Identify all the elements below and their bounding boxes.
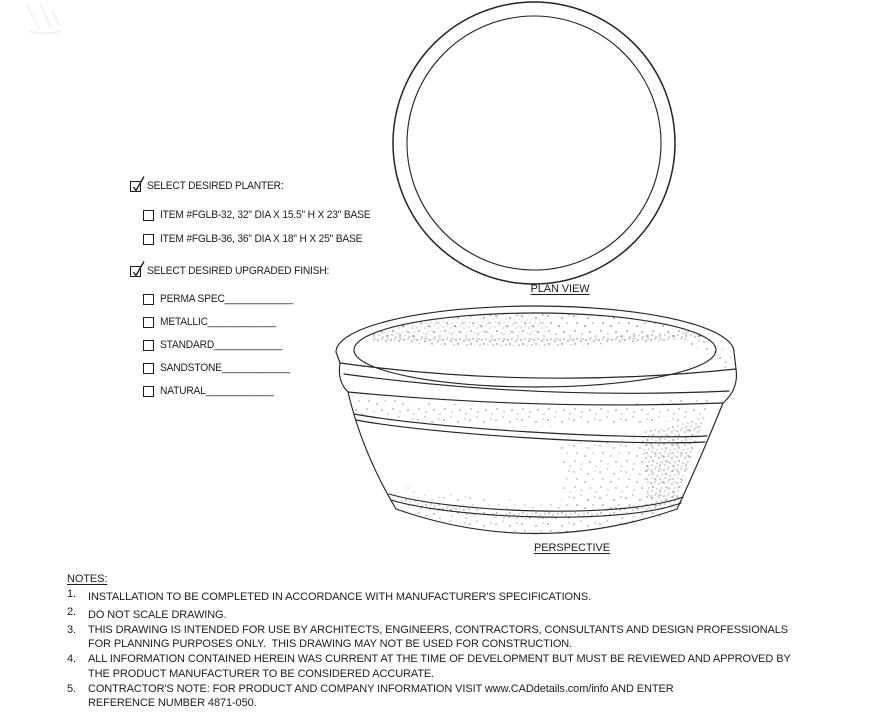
finish-sandstone-checkbox[interactable] [143,363,154,374]
finish-option-label: PERMA SPEC_____________ [160,293,293,305]
perspective-drawing [336,306,736,534]
plan-view-caption: PLAN VIEW [530,283,590,295]
planter-prompt-row [130,179,294,193]
finish-option-row [143,315,284,329]
item-fglb-32-checkbox[interactable] [143,210,154,221]
check-icon [131,259,148,279]
finish-prompt-checkbox[interactable] [130,266,141,277]
finish-option-row [143,338,291,352]
note-text: REFERENCE NUMBER 4871-050. [88,697,257,710]
fill-in-blank: _____________ [207,316,276,328]
item-fglb-32-label: ITEM #FGLB-32, 32" DIA X 15.5" H X 23" BASE [160,209,371,221]
finish-perma-spec-checkbox[interactable] [143,294,154,305]
note-text: THE PRODUCT MANUFACTURER TO BE CONSIDERED ACCURATE. [88,667,435,680]
note-item [67,623,847,652]
note-number: 4. [67,653,76,666]
finish-natural-checkbox[interactable] [143,386,154,397]
notes-section [67,572,847,711]
finish-standard-checkbox[interactable] [143,340,154,351]
note-item [67,587,847,605]
note-number: 2. [67,605,76,618]
note-text: THIS DRAWING IS INTENDED FOR USE BY ARCHITECTS, ENGINEERS, CONTRACTORS, CONSULTANTS AND DESIGN PROFESSIONALS [88,623,789,636]
note-text: ALL INFORMATION CONTAINED HEREIN WAS CURRENT AT THE TIME OF DEVELOPMENT BUT MUST BE REVIEWED AND APPROVED BY [88,653,791,666]
check-icon [131,174,148,194]
note-number: 1. [67,587,76,600]
note-text: DO NOT SCALE DRAWING. [88,608,227,621]
note-text: FOR PLANNING PURPOSES ONLY. THIS DRAWING MAY NOT BE USED FOR CONSTRUCTION. [88,638,573,651]
finish-option-label: NATURAL_____________ [160,385,274,397]
fill-in-blank: _____________ [214,339,282,351]
note-number: 3. [67,623,76,636]
finish-option-label: STANDARD_____________ [160,339,282,351]
finish-prompt-row [130,264,343,278]
finish-option-row [143,361,300,375]
item-fglb-36-checkbox[interactable] [143,234,154,245]
planter-item-row [143,208,386,222]
planter-prompt-label: SELECT DESIRED PLANTER: [147,180,284,192]
note-number: 5. [67,682,76,695]
fill-in-blank: _____________ [221,362,290,374]
perspective-caption: PERSPECTIVE [534,542,610,554]
note-text: INSTALLATION TO BE COMPLETED IN ACCORDANCE WITH MANUFACTURER'S SPECIFICATIONS. [88,590,592,603]
note-item [67,605,847,623]
note-text: CONTRACTOR'S NOTE: FOR PRODUCT AND COMPANY INFORMATION VISIT www.CADdetails.com/info AND ENTER [88,682,674,695]
item-fglb-36-label: ITEM #FGLB-36, 36" DIA X 18" H X 25" BASE [160,233,363,245]
finish-option-row [143,292,303,306]
fill-in-blank: _____________ [205,385,274,397]
planter-item-row [143,232,378,246]
notes-heading: NOTES: [67,573,108,585]
note-item [67,652,847,681]
finish-option-label: SANDSTONE_____________ [160,362,290,374]
finish-prompt-label: SELECT DESIRED UPGRADED FINISH: [147,265,330,277]
plan-view-drawing [393,2,675,284]
fill-in-blank: _____________ [224,293,293,305]
planter-prompt-checkbox[interactable] [130,181,141,192]
finish-option-label: METALLIC_____________ [160,316,276,328]
corner-artifact-icon [28,4,61,33]
finish-metallic-checkbox[interactable] [143,317,154,328]
finish-option-row [143,384,282,398]
note-item [67,682,847,711]
